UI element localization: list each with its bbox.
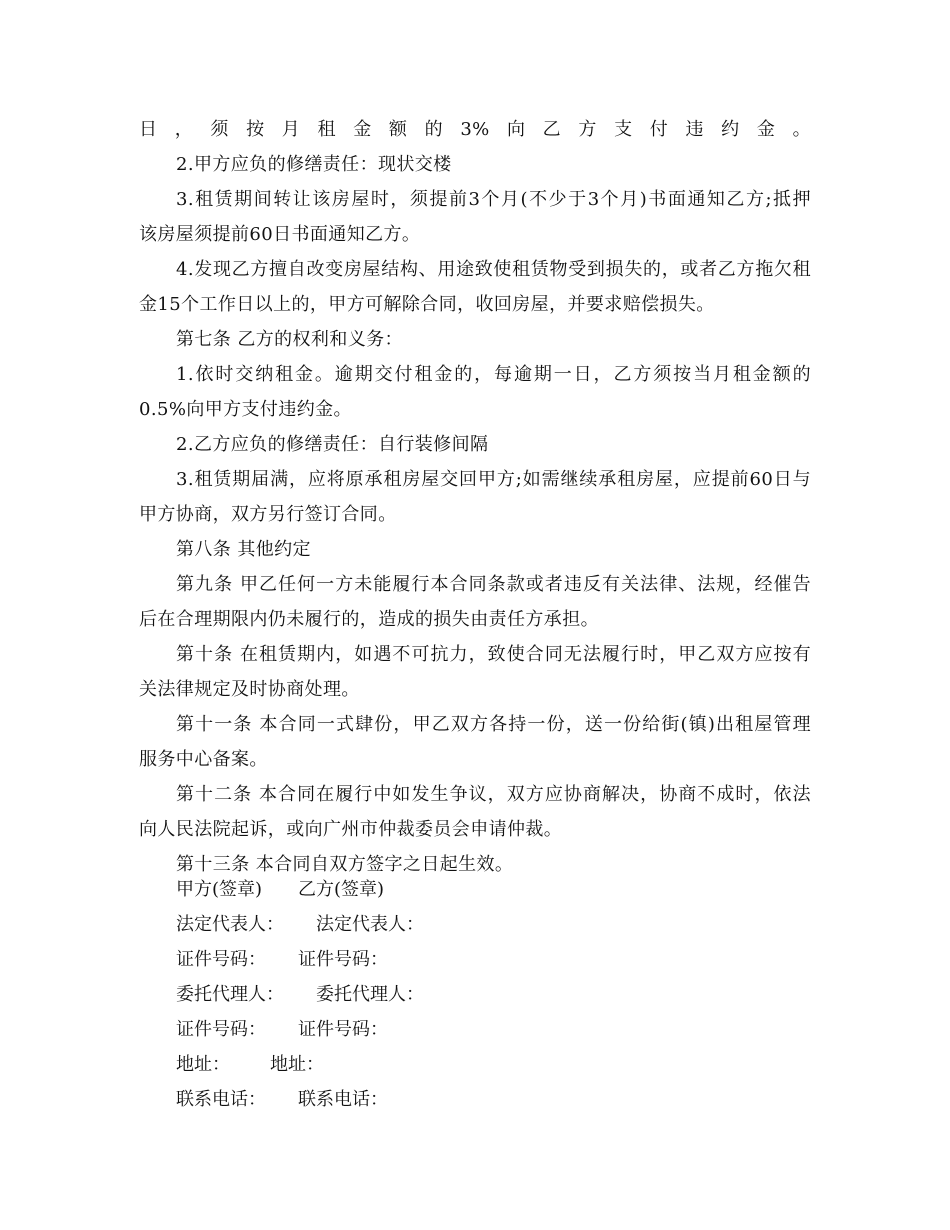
text-line: 第十一条 本合同一式肆份，甲乙双方各持一份，送一份给街(镇)出租屋管理: [176, 714, 811, 735]
party-b-legal-rep-label: 法定代表人：: [316, 914, 424, 935]
text-line: 0.5%向甲方支付违约金。: [139, 399, 352, 420]
text-line: 金15个工作日以上的，甲方可解除合同，收回房屋，并要求赔偿损失。: [139, 294, 715, 315]
party-b-phone-label: 联系电话：: [298, 1089, 388, 1110]
party-b-id-number-label: 证件号码：: [298, 949, 388, 970]
text-line: 第十条 在租赁期内，如遇不可抗力，致使合同无法履行时，甲乙双方应按有: [176, 644, 811, 665]
text-line: 日，须按月租金额的3%向乙方支付违约金。: [139, 119, 811, 140]
text-line: 3.租赁期间转让该房屋时，须提前3个月(不少于3个月)书面通知乙方;抵押: [176, 189, 811, 210]
party-a-seal-label: 甲方(签章): [176, 879, 263, 900]
text-line: 第九条 甲乙任何一方未能履行本合同条款或者违反有关法律、法规，经催告: [176, 574, 811, 595]
section-heading: 第七条 乙方的权利和义务：: [176, 329, 403, 350]
party-a-id-number-label: 证件号码：: [176, 949, 266, 970]
text-line: 甲方协商，双方另行签订合同。: [139, 504, 397, 525]
party-a-agent-id-label: 证件号码：: [176, 1019, 266, 1040]
text-line: 向人民法院起诉，或向广州市仲裁委员会申请仲裁。: [139, 819, 563, 840]
party-a-phone-label: 联系电话：: [176, 1089, 266, 1110]
text-line: 3.租赁期届满，应将原承租房屋交回甲方;如需继续承租房屋，应提前60日与: [176, 469, 811, 490]
party-b-seal-label: 乙方(签章): [298, 879, 385, 900]
party-a-agent-label: 委托代理人：: [176, 984, 284, 1005]
section-heading: 第八条 其他约定: [176, 539, 311, 560]
text-line: 该房屋须提前60日书面通知乙方。: [139, 224, 421, 245]
party-b-address-label: 地址：: [270, 1054, 324, 1075]
text-line: 2.乙方应负的修缮责任：自行装修间隔: [176, 434, 489, 455]
text-line: 4.发现乙方擅自改变房屋结构、用途致使租赁物受到损失的，或者乙方拖欠租: [176, 259, 811, 280]
party-b-agent-label: 委托代理人：: [316, 984, 424, 1005]
text-line: 服务中心备案。: [139, 749, 268, 770]
text-line: 2.甲方应负的修缮责任：现状交楼: [176, 154, 452, 175]
text-line: 后在合理期限内仍未履行的，造成的损失由责任方承担。: [139, 609, 599, 630]
text-line: 关法律规定及时协商处理。: [139, 679, 360, 700]
text-line: 第十三条 本合同自双方签字之日起生效。: [176, 854, 514, 875]
text-line: 第十二条 本合同在履行中如发生争议，双方应协商解决，协商不成时，依法: [176, 784, 811, 805]
party-a-legal-rep-label: 法定代表人：: [176, 914, 284, 935]
party-a-address-label: 地址：: [176, 1054, 230, 1075]
text-line: 1.依时交纳租金。逾期交付租金的，每逾期一日，乙方须按当月租金额的: [176, 364, 811, 385]
party-b-agent-id-label: 证件号码：: [298, 1019, 388, 1040]
